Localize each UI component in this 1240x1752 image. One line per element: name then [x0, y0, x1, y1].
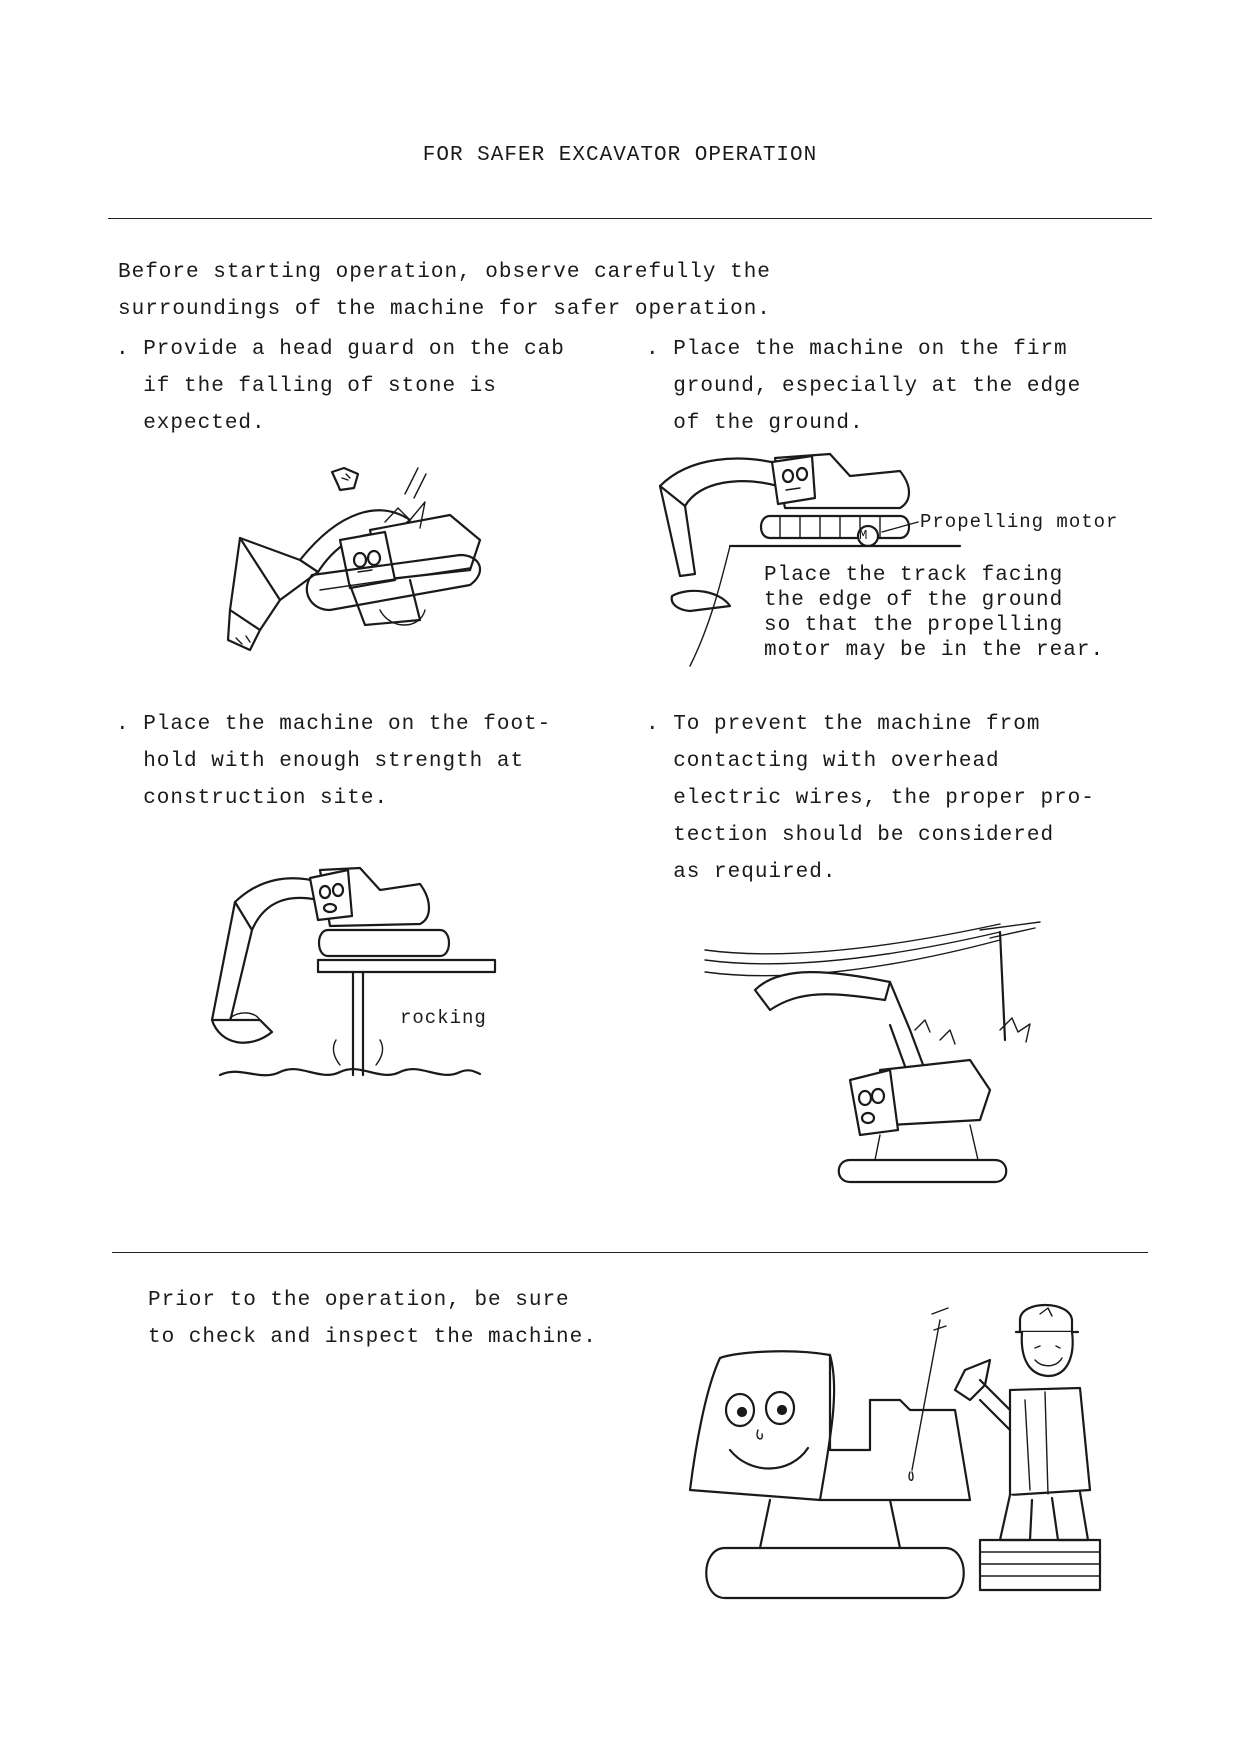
inspection-illustration — [680, 1300, 1120, 1610]
rocking-foothold-illustration — [210, 860, 500, 1090]
section-line: . Place the machine on the foot- — [116, 713, 552, 736]
section-line: . To prevent the machine from — [646, 713, 1041, 736]
intro-line: Before starting operation, observe carefully the — [118, 261, 771, 284]
top-divider — [108, 218, 1152, 219]
track-note-line: motor may be in the rear. — [764, 639, 1105, 662]
section-line: expected. — [116, 412, 266, 435]
inspection-line: to check and inspect the machine. — [148, 1326, 597, 1349]
section-line: as required. — [646, 861, 837, 884]
track-note-line: Place the track facing — [764, 564, 1064, 587]
section-line: electric wires, the proper pro- — [646, 787, 1095, 810]
motor-symbol: M — [859, 528, 869, 544]
section-line: contacting with overhead — [646, 750, 1000, 773]
section-line: if the falling of stone is — [116, 375, 497, 398]
bottom-divider — [112, 1252, 1148, 1253]
falling-stone-illustration — [220, 460, 520, 660]
propelling-motor-label: Propelling motor — [920, 511, 1119, 533]
track-note-line: the edge of the ground — [764, 589, 1064, 612]
section-line: . Provide a head guard on the cab — [116, 338, 565, 361]
section-line: of the ground. — [646, 412, 864, 435]
section-line: hold with enough strength at — [116, 750, 525, 773]
overhead-wires-illustration — [700, 920, 1070, 1190]
page-title: FOR SAFER EXCAVATOR OPERATION — [422, 144, 818, 167]
section-line: construction site. — [116, 787, 389, 810]
rocking-label: rocking — [400, 1007, 487, 1029]
section-line: ground, especially at the edge — [646, 375, 1082, 398]
track-note-line: so that the propelling — [764, 614, 1064, 637]
section-line: . Place the machine on the firm — [646, 338, 1068, 361]
inspection-line: Prior to the operation, be sure — [148, 1289, 570, 1312]
intro-line: surroundings of the machine for safer operation. — [118, 298, 771, 321]
section-line: tection should be considered — [646, 824, 1055, 847]
